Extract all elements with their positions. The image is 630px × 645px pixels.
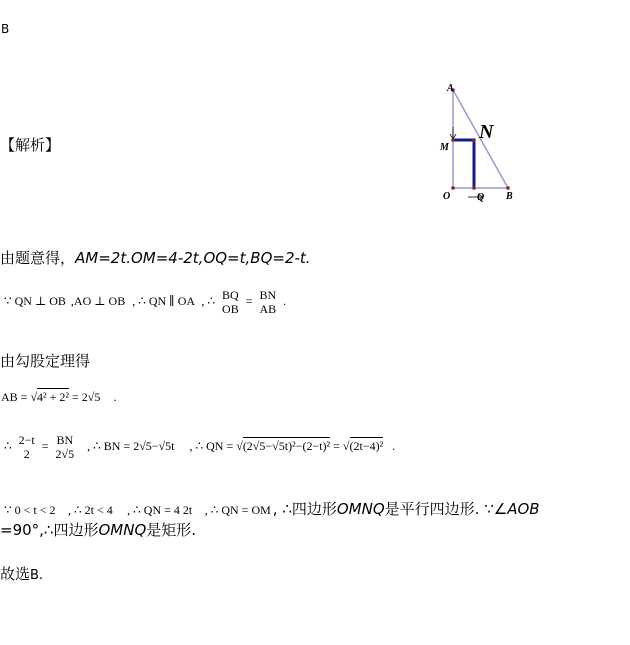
label-a: A bbox=[447, 83, 454, 94]
line-7-part-2: 是矩形. bbox=[146, 521, 197, 539]
line-4-lhs: AB = bbox=[1, 390, 31, 404]
line-6-part-6: 是平行四边形. ∵∠ bbox=[384, 500, 508, 518]
line-2-part-3: , ∴ QN ∥ OA bbox=[132, 293, 195, 308]
line-4-radicand: 4² + 2² bbox=[37, 390, 69, 404]
line-5-end: . bbox=[392, 438, 396, 453]
label-q: Q bbox=[477, 192, 485, 203]
line-2-part-4: , ∴ bbox=[201, 293, 216, 308]
conclusion-choice: B. bbox=[30, 568, 44, 583]
line-5-equals: = bbox=[41, 438, 49, 453]
solution-line-3: 由勾股定理得 bbox=[0, 352, 91, 370]
analysis-heading: 【解析】 bbox=[0, 136, 61, 154]
line-5-therefore: ∴ bbox=[4, 438, 12, 453]
fraction-2-minus-t-numerator: 2−t bbox=[18, 433, 35, 447]
line-5-radicand-1: (2√5−√5t)²−(2−t)² bbox=[242, 438, 331, 453]
label-b: B bbox=[506, 191, 513, 202]
line-2-part-1: ∵ QN ⊥ OB bbox=[4, 293, 66, 308]
geometry-figure bbox=[430, 80, 530, 205]
line-6-part-1: ∵ 0 < t < 2 bbox=[4, 503, 56, 517]
line-6-quad-name: OMNQ bbox=[336, 500, 385, 518]
solution-line-7 bbox=[0, 519, 196, 540]
solution-line-4: AB = √4² + 2² = 2√5 . bbox=[1, 390, 117, 404]
line-1-prefix: 由题意得， bbox=[0, 249, 76, 267]
fraction-bq-ob bbox=[220, 288, 241, 316]
fraction-bq-ob-denominator: OB bbox=[222, 302, 239, 316]
line-7-part-1: =90°,∴四边形 bbox=[0, 521, 99, 539]
line-6-part-5: , ∴四边形 bbox=[272, 500, 337, 518]
label-o: O bbox=[443, 191, 451, 202]
solution-line-1 bbox=[0, 247, 311, 268]
solution-line-5: ∴ 2−t 2 = BN 2√5 , ∴ BN = 2√5−√5t , ∴ QN = √(2√5−√5t)²−(2−t)² = √(2t−4)² . bbox=[4, 433, 396, 461]
point-n bbox=[472, 138, 476, 142]
label-m: M bbox=[440, 142, 449, 153]
answer-label: B bbox=[1, 22, 10, 36]
conclusion-text: 故选 bbox=[0, 565, 31, 583]
fraction-bq-ob-numerator: BQ bbox=[222, 288, 239, 302]
line-5-qn-prefix: , ∴ QN = bbox=[189, 438, 234, 453]
fraction-bn-ab bbox=[258, 288, 279, 316]
line-4-rhs: = 2√5 bbox=[72, 390, 101, 404]
point-m bbox=[451, 138, 455, 142]
point-b bbox=[506, 186, 510, 190]
fraction-2-minus-t bbox=[17, 433, 37, 461]
solution-line-2 bbox=[4, 288, 286, 316]
fraction-bn-ab-denominator: AB bbox=[259, 302, 277, 316]
point-o bbox=[451, 186, 455, 190]
line-1-expression: AM=2t.OM=4-2t,OQ=t,BQ=2-t. bbox=[75, 249, 311, 267]
fraction-bn-ab-numerator: BN bbox=[259, 288, 277, 302]
line-6-part-2: , ∴ 2t < 4 bbox=[67, 503, 113, 517]
conclusion bbox=[0, 563, 43, 584]
line-7-quad-name: OMNQ bbox=[98, 521, 147, 539]
line-5-radicand-2: (2t−4)² bbox=[349, 438, 384, 453]
line-5-bn-result: , ∴ BN = 2√5−√5t bbox=[87, 438, 175, 453]
line-5-equals-2: = bbox=[333, 438, 340, 453]
solution-line-6 bbox=[4, 498, 540, 519]
fraction-2-minus-t-denominator: 2 bbox=[23, 447, 30, 461]
line-4-end: . bbox=[113, 390, 117, 404]
line-6-part-4: , ∴ QN = OM bbox=[204, 503, 271, 517]
line-2-part-2: ,AO ⊥ OB bbox=[70, 293, 126, 308]
fraction-bn-2root5 bbox=[54, 433, 77, 461]
point-q bbox=[472, 186, 476, 190]
line-2-equals: = bbox=[245, 293, 253, 308]
line-6-angle-name: AOB bbox=[507, 500, 540, 518]
line-6-part-3: , ∴ QN = 4 2t bbox=[127, 503, 193, 517]
fraction-bn-2root5-denominator: 2√5 bbox=[55, 447, 75, 461]
line-2-end: . bbox=[283, 293, 287, 308]
fraction-bn-2root5-numerator: BN bbox=[56, 433, 74, 447]
label-n: N bbox=[479, 121, 494, 143]
